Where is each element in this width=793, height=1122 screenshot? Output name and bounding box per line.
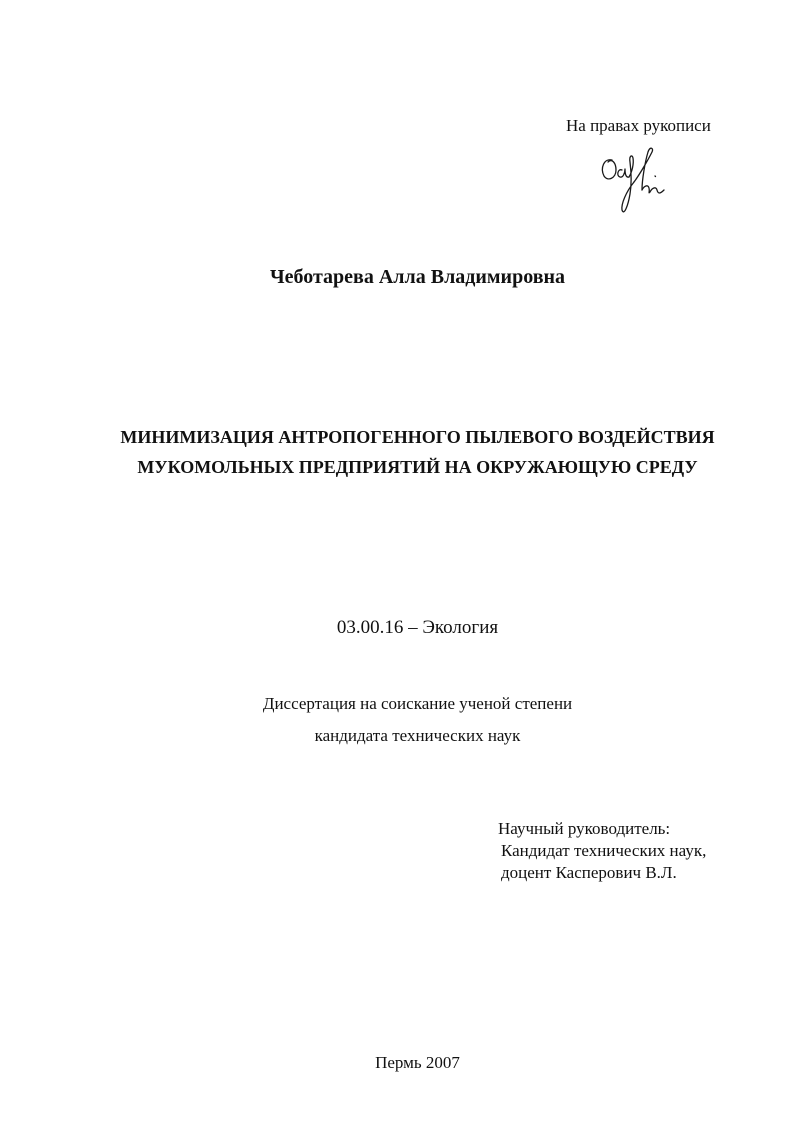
supervisor-degree: Кандидат технических наук, <box>501 841 707 860</box>
author-name: Чеботарева Алла Владимировна <box>269 266 566 288</box>
supervisor-name: доцент Касперович В.Л. <box>501 863 677 882</box>
dissertation-title <box>0 422 793 482</box>
supervisor-block <box>498 818 706 884</box>
degree-line-1: Диссертация на соискание ученой степени <box>262 694 573 713</box>
title-line-1: МИНИМИЗАЦИЯ АНТРОПОГЕННОГО ПЫЛЕВОГО ВОЗДЕЙСТВИЯ <box>120 427 715 447</box>
supervisor-label: Научный руководитель: <box>498 819 671 838</box>
degree-statement <box>0 688 793 752</box>
city-year: Пермь 2007 <box>375 1053 460 1072</box>
rights-note: На правах рукописи <box>566 116 711 135</box>
specialty-code: 03.00.16 – Экология <box>336 617 499 638</box>
signature-icon <box>598 146 678 218</box>
title-line-2: МУКОМОЛЬНЫХ ПРЕДПРИЯТИЙ НА ОКРУЖАЮЩУЮ СРЕДУ <box>137 457 698 477</box>
degree-line-2: кандидата технических наук <box>314 726 521 745</box>
